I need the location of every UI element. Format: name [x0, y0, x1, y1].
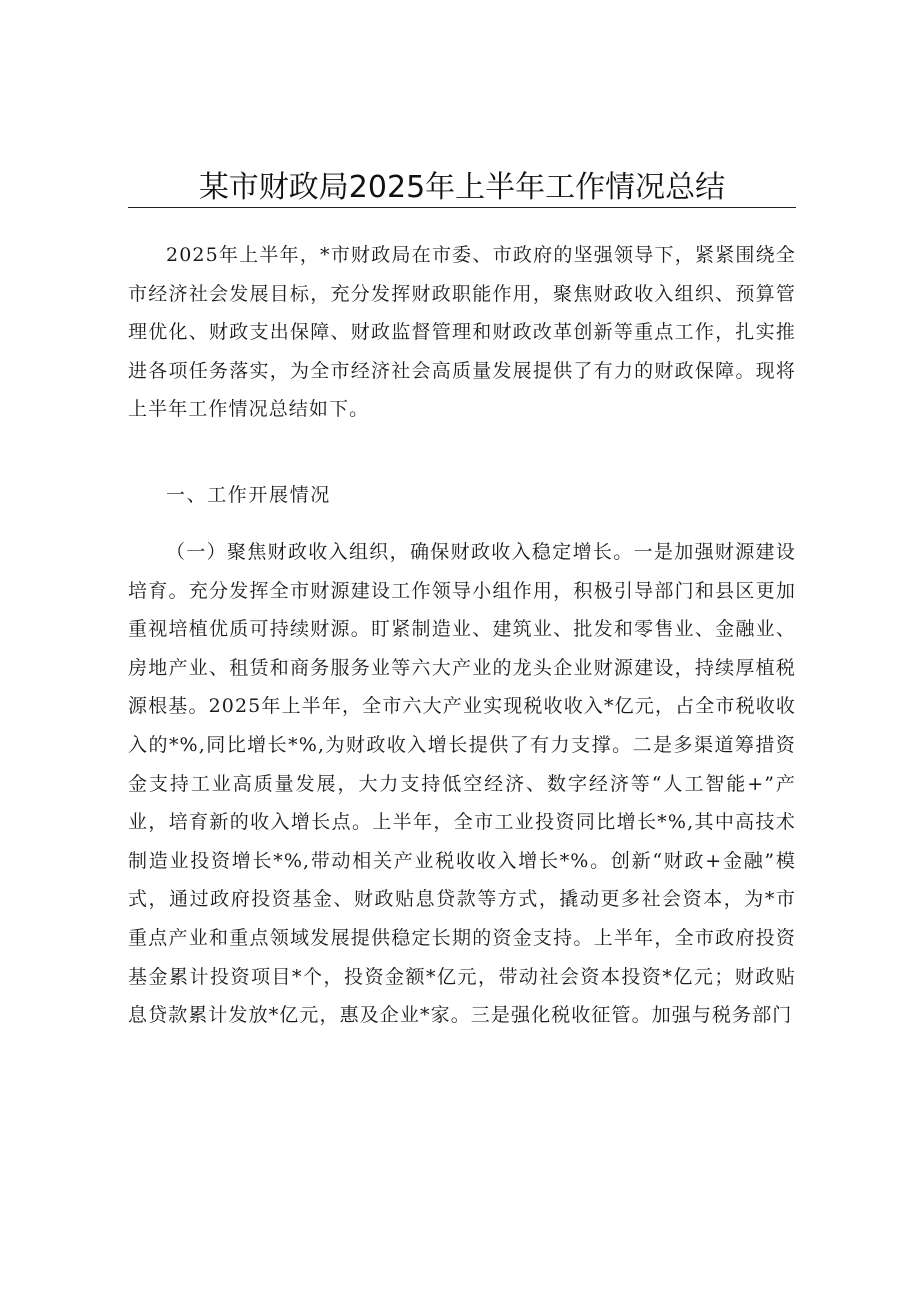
document-title: 某市财政局2025年上半年工作情况总结: [198, 170, 726, 205]
title-underline: [128, 207, 796, 208]
section-paragraph: （一）聚焦财政收入组织，确保财政收入稳定增长。一是加强财源建设培育。充分发挥全市财源建设工作领导小组作用，积极引导部门和县区更加重视培植优质可持续财源。盯紧制造业、建筑业、批发和零售业、金融业、房地产业、租赁和商务服务业等六大产业的龙头企业财源建设，持续厚植税源根基。2025年上半年，全市六大产业实现税收收入*亿元，占全市税收收入的*%,同比增长*%,为财政收入增长提供了有力支撑。二是多渠道筹措资金支持工业高质量发展，大力支持低空经济、数字经济等“人工智能+”产业，培育新的收入增长点。上半年，全市工业投资同比增长*%,其中高技术制造业投资增长*%,带动相关产业税收收入增长*%。创新“财政+金融”模式，通过政府投资基金、财政贴息贷款等方式，撬动更多社会资本，为*市重点产业和重点领域发展提供稳定长期的资金支持。上半年，全市政府投资基金累计投资项目*个，投资金额*亿元，带动社会资本投资*亿元；财政贴息贷款累计发放*亿元，惠及企业*家。三是强化税收征管。加强与税务部门: [128, 541, 796, 1027]
section-heading: 一、工作开展情况: [166, 484, 331, 506]
intro-paragraph: 2025年上半年，*市财政局在市委、市政府的坚强领导下，紧紧围绕全市经济社会发展目标，充分发挥财政职能作用，聚焦财政收入组织、预算管理优化、财政支出保障、财政监督管理和财政改革创新等重点工作，扎实推进各项任务落实，为全市经济社会高质量发展提供了有力的财政保障。现将上半年工作情况总结如下。: [128, 244, 796, 421]
